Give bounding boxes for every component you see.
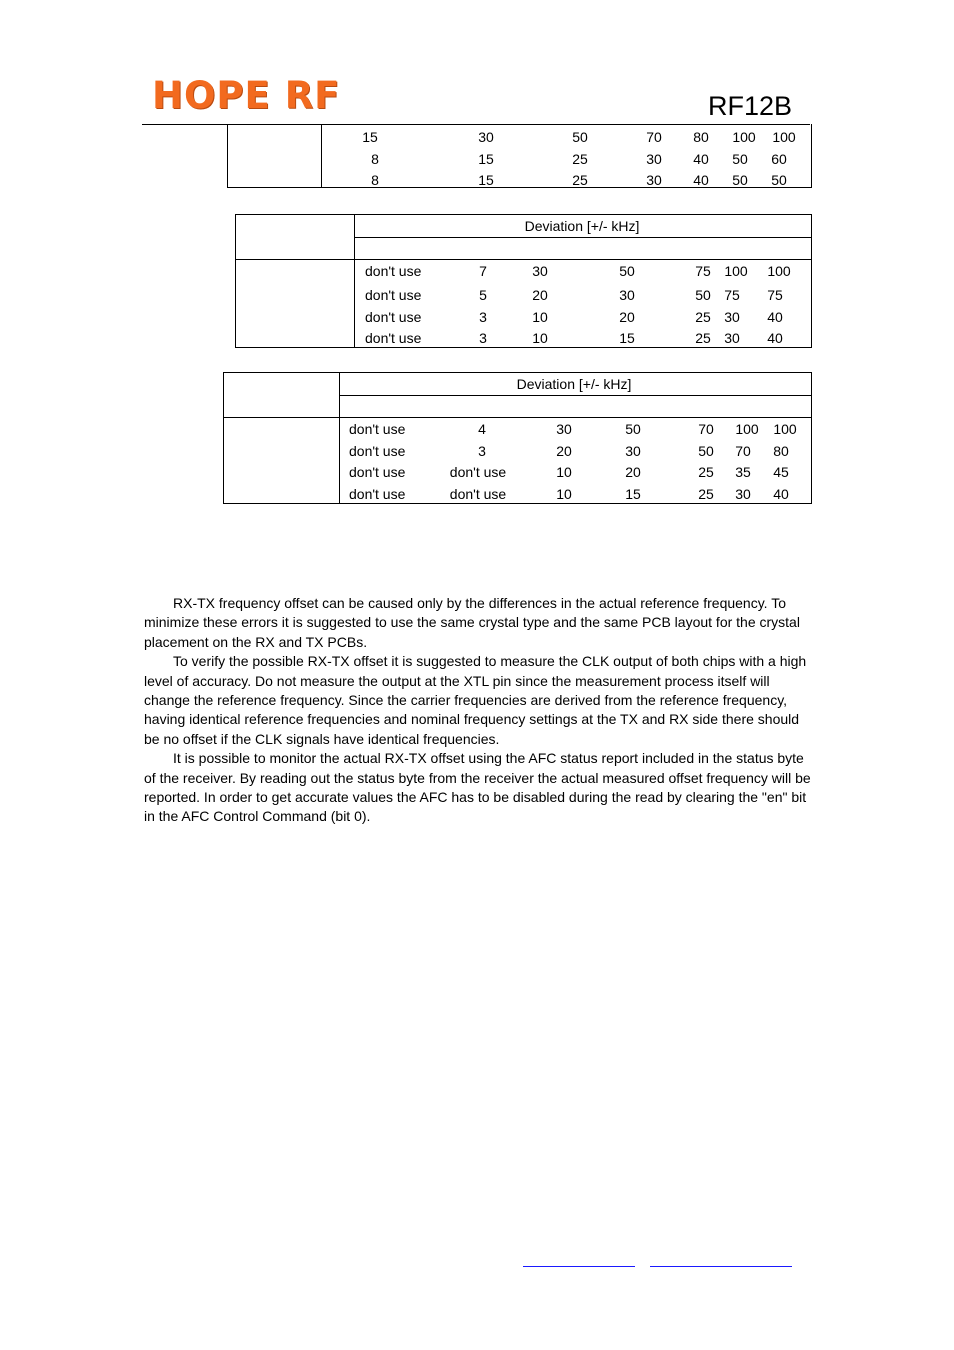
table-cell: 30: [735, 486, 751, 502]
table-cell: 25: [572, 172, 588, 188]
table-cell: 100: [735, 421, 759, 437]
table-cell: don't use: [365, 263, 422, 279]
table-cell: 75: [695, 263, 711, 279]
table-cell: don't use: [365, 287, 422, 303]
table-cell: 20: [532, 287, 548, 303]
table-cell: 30: [646, 172, 662, 188]
table-cell: 100: [773, 421, 797, 437]
table-cell: 15: [362, 129, 378, 145]
table-cell: 100: [732, 129, 756, 145]
table-cell: 50: [695, 287, 711, 303]
table-cell: 70: [698, 421, 714, 437]
paragraph: RX-TX frequency offset can be caused only by the differences in the actual reference frequency. To minimize these errors it is suggested to use the same crystal type and the same PCB layout for the crystal placement on the RX and TX PCBs.: [144, 595, 800, 650]
table-cell: 7: [479, 263, 487, 279]
table-cell: 75: [724, 287, 740, 303]
table-cell: 80: [773, 443, 789, 459]
table-cell: 3: [478, 443, 486, 459]
column-divider: [339, 373, 340, 503]
table-cell: don't use: [365, 309, 422, 325]
deviation-table-1: [227, 124, 812, 188]
table-cell: 15: [478, 151, 494, 167]
table-cell: 70: [735, 443, 751, 459]
table-cell: 35: [735, 464, 751, 480]
footer-link-2[interactable]: [650, 1266, 792, 1267]
row-divider: [236, 259, 811, 260]
table-cell: don't use: [349, 486, 406, 502]
table-cell: 3: [479, 330, 487, 346]
table-cell: 70: [646, 129, 662, 145]
document-title: RF12B: [707, 91, 792, 121]
table-cell: 10: [532, 309, 548, 325]
table-cell: 45: [773, 464, 789, 480]
table-cell: 20: [556, 443, 572, 459]
table-cell: 40: [767, 309, 783, 325]
table-cell: 25: [698, 464, 714, 480]
table-cell: 25: [698, 486, 714, 502]
paragraph: To verify the possible RX-TX offset it is suggested to measure the CLK output of both chips with a high level of accuracy. Do not measure the output at the XTL pin since the measurement process itself will change the reference frequency. Since the carrier frequencies are derived from the reference frequency, having identical reference frequencies and nominal frequency settings at the TX and RX side there should be no offset if the CLK signals have identical frequencies.: [144, 653, 807, 747]
row-divider: [224, 417, 811, 418]
deviation-table-2: [235, 214, 812, 348]
table-cell: 8: [371, 172, 379, 188]
table-cell: 100: [724, 263, 748, 279]
table-cell: 10: [556, 486, 572, 502]
table-cell: 40: [773, 486, 789, 502]
table-cell: 3: [479, 309, 487, 325]
table-cell: don't use: [449, 464, 507, 480]
table-cell: 30: [556, 421, 572, 437]
table-cell: 30: [724, 309, 740, 325]
table-cell: 50: [732, 151, 748, 167]
table-cell: 15: [625, 486, 641, 502]
column-divider: [321, 124, 322, 187]
deviation-header: Deviation [+/- kHz]: [516, 376, 632, 392]
table-cell: 40: [693, 151, 709, 167]
table-cell: don't use: [449, 486, 507, 502]
table-cell: 15: [478, 172, 494, 188]
table-cell: 60: [771, 151, 787, 167]
hoperf-logo: HOPE RF: [152, 74, 341, 117]
table-cell: 25: [695, 330, 711, 346]
table-cell: 25: [695, 309, 711, 325]
table-cell: 30: [532, 263, 548, 279]
table-cell: 20: [625, 464, 641, 480]
table-cell: 4: [478, 421, 486, 437]
table-cell: 30: [646, 151, 662, 167]
table-cell: 30: [724, 330, 740, 346]
paragraph: It is possible to monitor the actual RX-TX offset using the AFC status report included in the status byte of the receiver. By reading out the status byte from the receiver the actual measured offset frequency will be reported. In order to get accurate values the AFC has to be disabled during the read by clearing the "en" bit in the AFC Control Command (bit 0).: [144, 750, 811, 825]
row-divider: [339, 395, 811, 396]
table-cell: 50: [771, 172, 787, 188]
table-cell: 20: [619, 309, 635, 325]
table-cell: 100: [767, 263, 791, 279]
table-cell: 50: [732, 172, 748, 188]
table-cell: 10: [532, 330, 548, 346]
table-cell: 100: [772, 129, 796, 145]
table-cell: 50: [572, 129, 588, 145]
column-divider: [354, 215, 355, 347]
table-cell: 80: [693, 129, 709, 145]
deviation-header: Deviation [+/- kHz]: [524, 218, 640, 234]
table-cell: 25: [572, 151, 588, 167]
table-cell: 75: [767, 287, 783, 303]
table-cell: 15: [619, 330, 635, 346]
table-cell: 10: [556, 464, 572, 480]
table-cell: don't use: [349, 464, 406, 480]
row-divider: [354, 237, 811, 238]
table-cell: 50: [619, 263, 635, 279]
table-cell: don't use: [365, 330, 422, 346]
table-cell: don't use: [349, 443, 406, 459]
table-cell: 40: [693, 172, 709, 188]
table-cell: 30: [478, 129, 494, 145]
table-cell: 5: [479, 287, 487, 303]
table-cell: 50: [625, 421, 641, 437]
body-text: [144, 594, 812, 827]
footer-link-1[interactable]: [523, 1266, 635, 1267]
table-cell: 8: [371, 151, 379, 167]
table-cell: don't use: [349, 421, 406, 437]
table-cell: 40: [767, 330, 783, 346]
table-cell: 30: [619, 287, 635, 303]
table-cell: 50: [698, 443, 714, 459]
deviation-table-3: [223, 372, 812, 504]
table-cell: 30: [625, 443, 641, 459]
